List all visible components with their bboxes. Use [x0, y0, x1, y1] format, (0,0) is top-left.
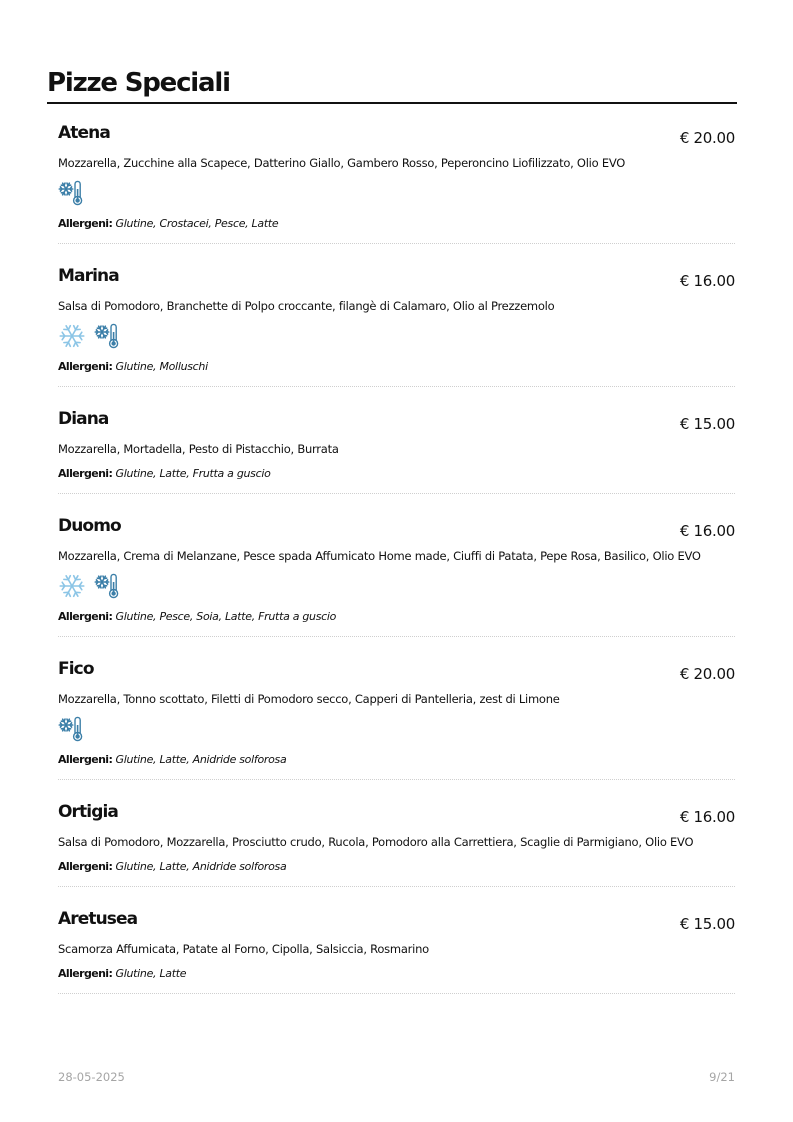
item-allergens	[58, 217, 735, 231]
abbattuto-icon	[58, 179, 86, 207]
item-description: Mozzarella, Zucchine alla Scapece, Datterino Giallo, Gambero Rosso, Peperoncino Liofilizzato, Olio EVO	[58, 156, 626, 170]
item-allergens	[58, 360, 735, 374]
frozen-icon	[58, 322, 86, 350]
item-price: € 15.00	[679, 915, 735, 933]
menu-item	[58, 406, 735, 494]
allergens-list: Glutine, Pesce, Soia, Latte, Frutta a guscio	[115, 610, 337, 623]
item-icons	[58, 179, 735, 207]
menu-item	[58, 906, 735, 994]
item-name: Ortigia	[58, 802, 118, 822]
allergens-label: Allergeni:	[58, 610, 113, 623]
allergens-label: Allergeni:	[58, 217, 113, 230]
menu-item	[58, 513, 735, 637]
item-price: € 16.00	[679, 522, 735, 540]
menu-item	[58, 263, 735, 387]
allergens-list: Glutine, Latte	[115, 967, 187, 980]
item-name: Atena	[58, 123, 110, 143]
item-icons	[58, 572, 735, 600]
item-price: € 15.00	[679, 415, 735, 433]
menu-item	[58, 799, 735, 887]
item-name: Marina	[58, 266, 119, 286]
item-icons	[58, 322, 735, 350]
menu-item	[58, 656, 735, 780]
item-name: Diana	[58, 409, 109, 429]
item-description: Mozzarella, Tonno scottato, Filetti di Pomodoro secco, Capperi di Pantelleria, zest di Limone	[58, 692, 560, 706]
allergens-list: Glutine, Latte, Anidride solforosa	[115, 753, 287, 766]
footer-date: 28-05-2025	[58, 1070, 125, 1084]
item-allergens	[58, 610, 735, 624]
item-allergens	[58, 753, 735, 767]
item-description: Scamorza Affumicata, Patate al Forno, Cipolla, Salsiccia, Rosmarino	[58, 942, 429, 956]
abbattuto-icon	[94, 572, 122, 600]
menu-list	[58, 120, 735, 1013]
allergens-list: Glutine, Latte, Frutta a guscio	[115, 467, 271, 480]
abbattuto-icon	[58, 715, 86, 743]
allergens-label: Allergeni:	[58, 967, 113, 980]
item-price: € 16.00	[679, 808, 735, 826]
page-title: Pizze Speciali	[47, 64, 737, 104]
item-description: Salsa di Pomodoro, Branchette di Polpo croccante, filangè di Calamaro, Olio al Prezzemolo	[58, 299, 555, 313]
allergens-label: Allergeni:	[58, 360, 113, 373]
item-allergens	[58, 967, 735, 981]
item-name: Duomo	[58, 516, 121, 536]
item-price: € 20.00	[679, 129, 735, 147]
item-icons	[58, 715, 735, 743]
item-description: Mozzarella, Crema di Melanzane, Pesce spada Affumicato Home made, Ciuffi di Patata, Pepe Rosa, Basilico, Olio EVO	[58, 549, 701, 563]
allergens-list: Glutine, Molluschi	[115, 360, 208, 373]
allergens-label: Allergeni:	[58, 753, 113, 766]
item-name: Fico	[58, 659, 94, 679]
item-allergens	[58, 860, 735, 874]
allergens-list: Glutine, Latte, Anidride solforosa	[115, 860, 287, 873]
allergens-list: Glutine, Crostacei, Pesce, Latte	[115, 217, 279, 230]
item-price: € 20.00	[679, 665, 735, 683]
menu-item	[58, 120, 735, 244]
allergens-label: Allergeni:	[58, 860, 113, 873]
item-name: Aretusea	[58, 909, 138, 929]
item-description: Mozzarella, Mortadella, Pesto di Pistacchio, Burrata	[58, 442, 339, 456]
item-description: Salsa di Pomodoro, Mozzarella, Prosciutto crudo, Rucola, Pomodoro alla Carrettiera, Scaglie di Parmigiano, Olio EVO	[58, 835, 694, 849]
page-number: 9/21	[709, 1070, 735, 1084]
item-price: € 16.00	[679, 272, 735, 290]
item-allergens	[58, 467, 735, 481]
frozen-icon	[58, 572, 86, 600]
abbattuto-icon	[94, 322, 122, 350]
allergens-label: Allergeni:	[58, 467, 113, 480]
